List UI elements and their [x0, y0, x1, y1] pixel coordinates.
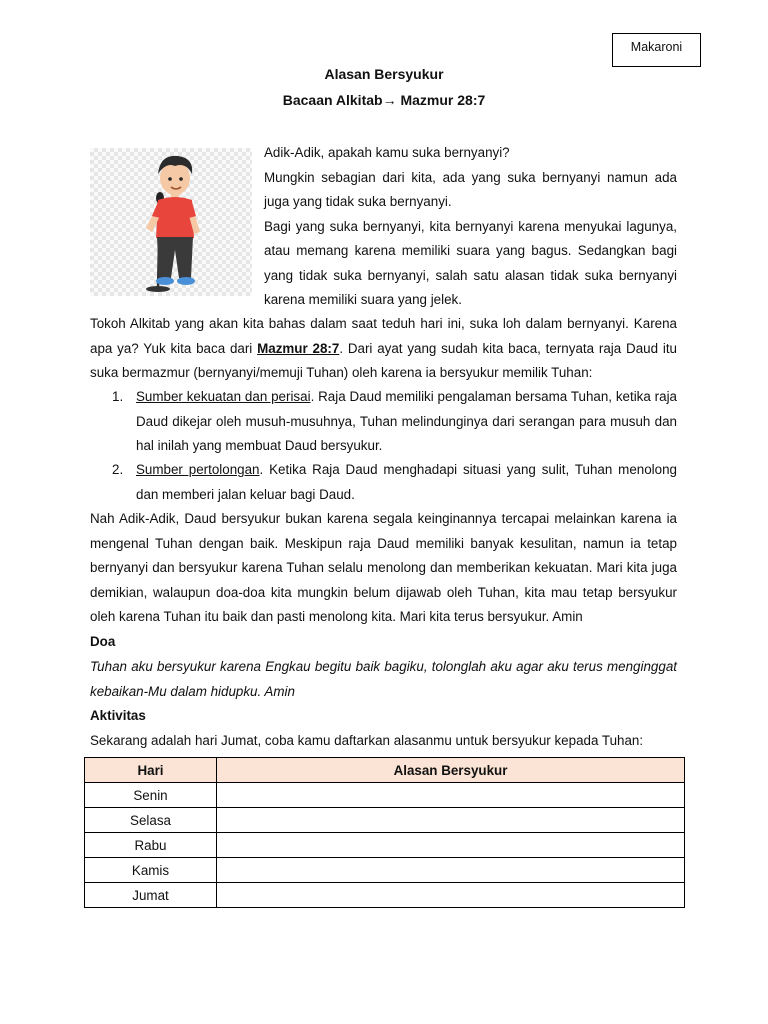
tag-label: Makaroni — [630, 40, 683, 54]
list-item — [136, 385, 677, 459]
intro-paragraph — [264, 141, 677, 313]
arrow-icon: → — [382, 92, 397, 108]
table-row — [85, 858, 685, 883]
intro-question: Adik-Adik, apakah kamu suka bernyanyi? — [264, 145, 510, 160]
subtitle-prefix: Bacaan Alkitab — [282, 92, 383, 108]
table-row — [85, 833, 685, 858]
intro-text-2: Bagi yang suka bernyanyi, kita bernyanyi karena menyukai lagunya, atau memang karena memiliki suara yang bagus. Sedangkan bagi yang tidak suka bernyanyi, salah satu alasan tidak suka bernyanyi karena memiliki suara yang jelek. — [264, 218, 677, 307]
main-text-a: Tokoh Alkitab yang akan kita bahas dalam saat teduh hari ini, suka loh dalam bernyanyi. Karena apa ya? Yuk kita baca dari — [90, 316, 677, 356]
table-cell-reason[interactable] — [217, 783, 685, 808]
intro-text-1: Mungkin sebagian dari kita, ada yang suka bernyanyi namun ada juga yang tidak suka bernyanyi. — [264, 169, 677, 209]
aktivitas-heading: Aktivitas — [90, 708, 146, 723]
closing-paragraph: Nah Adik-Adik, Daud bersyukur bukan karena segala keinginannya tercapai melainkan karena ia mengenal Tuhan dengan baik. Meskipun raja Daud memiliki banyak kesulitan, namun ia tetap bernyanyi dan bersyukur karena Tuhan selalu menolong dan memberikan kekuatan. Mari kita juga demikian, walaupun doa-doa kita mungkin belum dijawab oleh Tuhan, kita mau tetap bersyukur oleh karena Tuhan itu baik dan pasti menolong kita. Mari kita terus bersyukur. Amin — [90, 511, 677, 624]
table-row — [85, 783, 685, 808]
subtitle-reference: Mazmur 28:7 — [396, 92, 486, 108]
table-header-reason: Alasan Bersyukur — [217, 758, 685, 783]
table-cell-reason[interactable] — [217, 858, 685, 883]
scripture-reference: Mazmur 28:7 — [257, 340, 340, 356]
document-title: Alasan Bersyukur — [324, 66, 444, 82]
doa-heading: Doa — [90, 634, 116, 649]
doa-text: Tuhan aku bersyukur karena Engkau begitu baik bagiku, tolonglah aku agar aku terus menginggat kebaikan-Mu dalam hidupku. Amin — [90, 659, 677, 699]
table-cell-day: Selasa — [85, 808, 217, 833]
list-item-text: . Raja Daud memiliki pengalaman bersama Tuhan, ketika raja Daud dikejar oleh musuh-musuhnya, Tuhan melindunginya dari serangan para musuh dan hal inilah yang membuat Daud bersyukur. — [136, 389, 678, 453]
table-cell-day: Senin — [85, 783, 217, 808]
main-text-b: . Dari ayat yang sudah kita baca, ternyata raja Daud itu suka bermazmur (bernyanyi/memuji Tuhan) oleh karena ia bersyukur memilik Tuhan: — [90, 340, 677, 380]
table-cell-reason[interactable] — [217, 833, 685, 858]
list-number: 2. — [112, 462, 124, 477]
list-item — [136, 458, 677, 507]
table-cell-day: Jumat — [85, 883, 217, 908]
list-number: 1. — [112, 389, 124, 404]
table-row — [85, 883, 685, 908]
table-header-row — [85, 758, 685, 783]
table-cell-day: Kamis — [85, 858, 217, 883]
table-header-day: Hari — [85, 758, 217, 783]
gratitude-table — [84, 757, 685, 908]
list-item-heading: Sumber pertolongan — [136, 462, 260, 477]
list-item-text: . Ketika Raja Daud menghadapi situasi yang sulit, Tuhan menolong dan memberi jalan keluar bagi Daud. — [136, 462, 677, 502]
singing-boy-illustration — [90, 148, 252, 296]
document-tag — [612, 33, 701, 67]
list-item-heading: Sumber kekuatan dan perisai — [136, 389, 311, 404]
table-cell-reason[interactable] — [217, 883, 685, 908]
table-cell-reason[interactable] — [217, 808, 685, 833]
table-row — [85, 808, 685, 833]
main-paragraph — [90, 312, 677, 386]
table-cell-day: Rabu — [85, 833, 217, 858]
aktivitas-text: Sekarang adalah hari Jumat, coba kamu daftarkan alasanmu untuk bersyukur kepada Tuhan: — [90, 733, 644, 748]
boy-microphone-icon — [90, 148, 252, 296]
document-subtitle — [0, 92, 768, 108]
